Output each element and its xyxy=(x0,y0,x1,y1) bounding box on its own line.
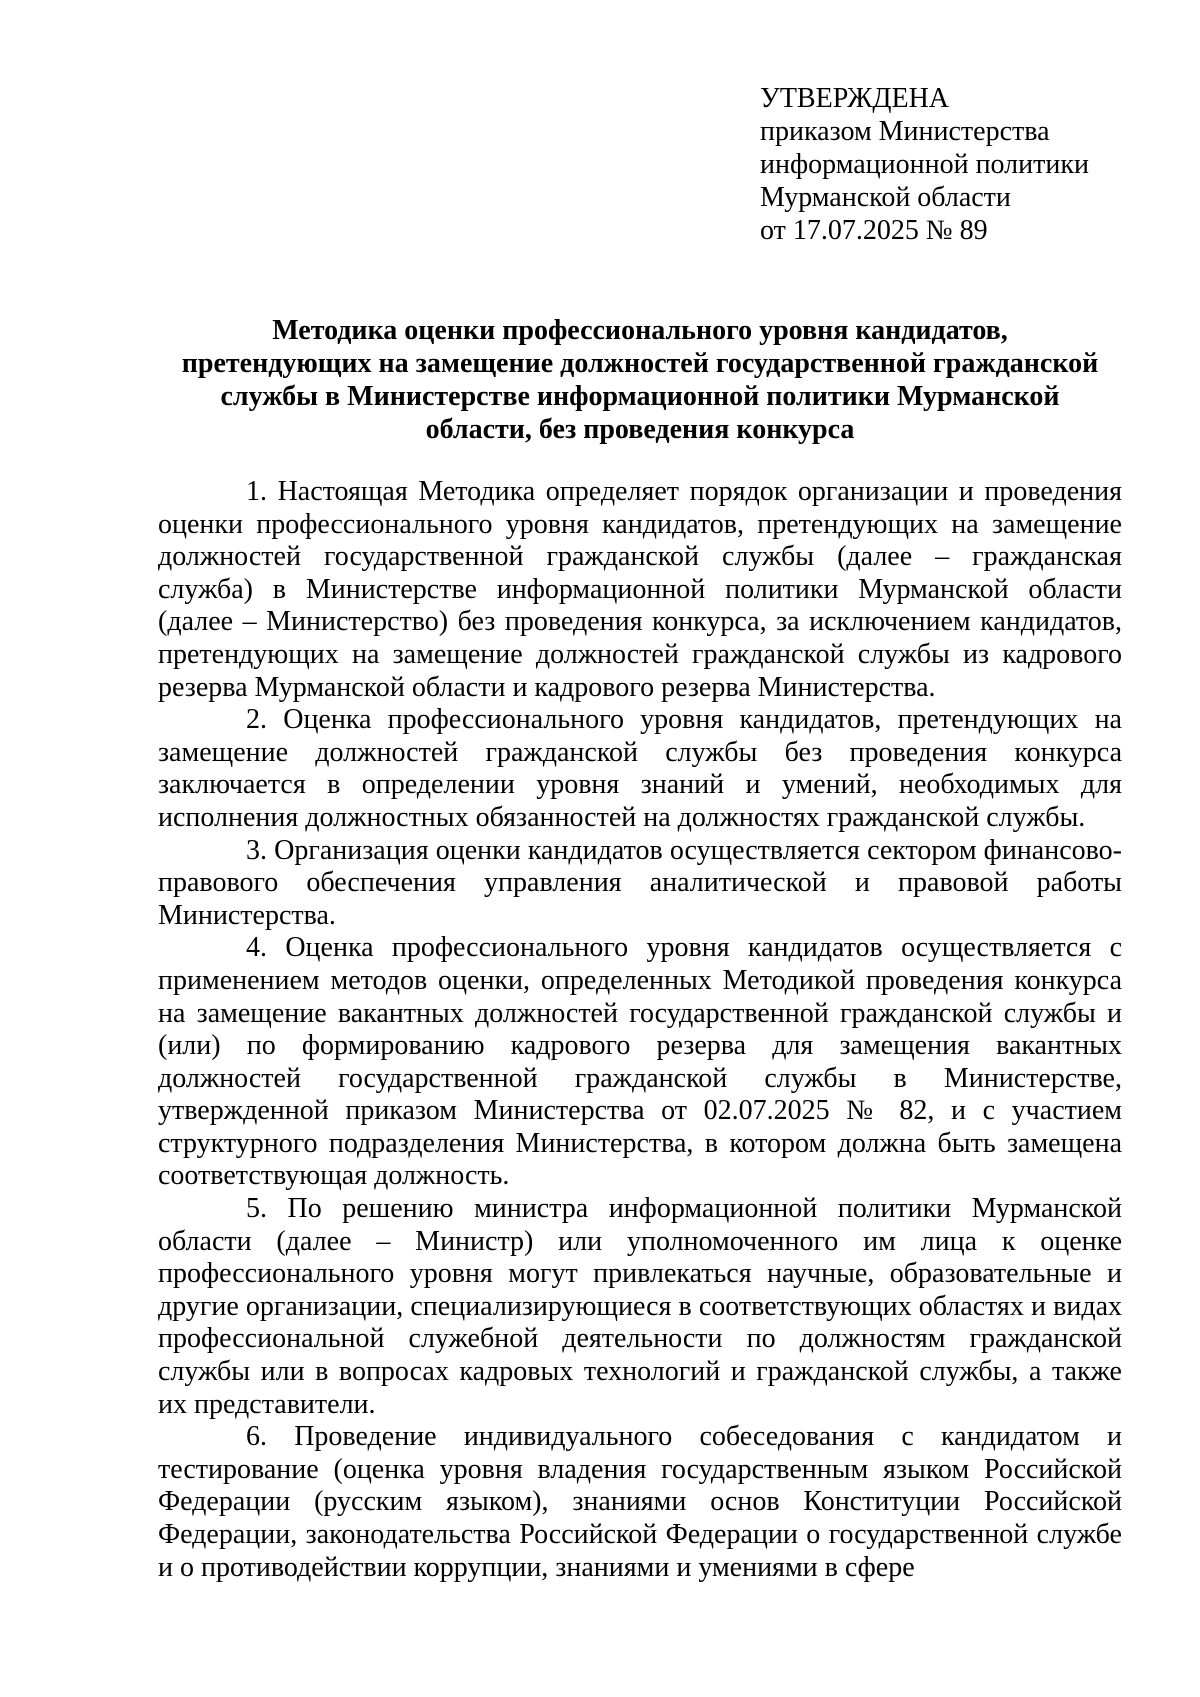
document-body xyxy=(158,476,1122,1584)
approval-stamp-block xyxy=(760,82,1160,247)
approval-region-line: Мурманской области xyxy=(760,182,1011,213)
paragraph-2: 2. Оценка профессионального уровня кандидатов, претендующих на замещение должностей гражданской службы без проведения конкурса заключается в определении уровня знаний и умений, необходимых для исполнения должностных обязанностей на должностях гражданской службы. xyxy=(158,704,1122,833)
title-line-3: службы в Министерстве информационной политики Мурманской xyxy=(220,381,1060,412)
title-line-4: области, без проведения конкурса xyxy=(425,414,855,445)
title-line-2: претендующих на замещение должностей государственной гражданской xyxy=(181,348,1099,379)
approval-date-number: от 17.07.2025 № 89 xyxy=(760,215,988,246)
paragraph-6: 6. Проведение индивидуального собеседования с кандидатом и тестирование (оценка уровня владения государственным языком Российской Федерации (русским языком), знаниями основ Конституции Российской Федерации, законодательства Российской Федерации о государственной службе и о противодействии коррупции, знаниями и умениями в сфере xyxy=(158,1421,1122,1583)
title-line-1: Методика оценки профессионального уровня кандидатов, xyxy=(272,315,1008,346)
approval-heading: УТВЕРЖДЕНА xyxy=(760,83,950,114)
approval-ministry-line: информационной политики xyxy=(760,149,1089,180)
paragraph-1: 1. Настоящая Методика определяет порядок организации и проведения оценки профессионального уровня кандидатов, претендующих на замещение должностей государственной гражданской службы (далее – гражданская служба) в Министерстве информационной политики Мурманской области (далее – Министерство) без проведения конкурса, за исключением кандидатов, претендующих на замещение должностей гражданской службы из кадрового резерва Мурманской области и кадрового резерва Министерства. xyxy=(158,476,1122,703)
paragraph-3: 3. Организация оценки кандидатов осуществляется сектором финансово-правового обеспечения управления аналитической и правовой работы Министерства. xyxy=(158,834,1122,931)
paragraph-4: 4. Оценка профессионального уровня кандидатов осуществляется с применением методов оценки, определенных Методикой проведения конкурса на замещение вакантных должностей государственной гражданской службы и (или) по формированию кадрового резерва для замещения вакантных должностей государственной гражданской службы в Министерстве, утвержденной приказом Министерства от 02.07.2025 № 82, и с участием структурного подразделения Министерства, в котором должна быть замещена соответствующая должность. xyxy=(158,932,1122,1192)
approval-order-line: приказом Министерства xyxy=(760,116,1050,147)
paragraph-5: 5. По решению министра информационной политики Мурманской области (далее – Министр) или уполномоченного им лица к оценке профессионального уровня могут привлекаться научные, образовательные и другие организации, специализирующиеся в соответствующих областях и видах профессиональной служебной деятельности по должностям гражданской службы или в вопросах кадровых технологий и гражданской службы, а также их представители. xyxy=(158,1193,1122,1420)
document-title xyxy=(158,314,1122,446)
